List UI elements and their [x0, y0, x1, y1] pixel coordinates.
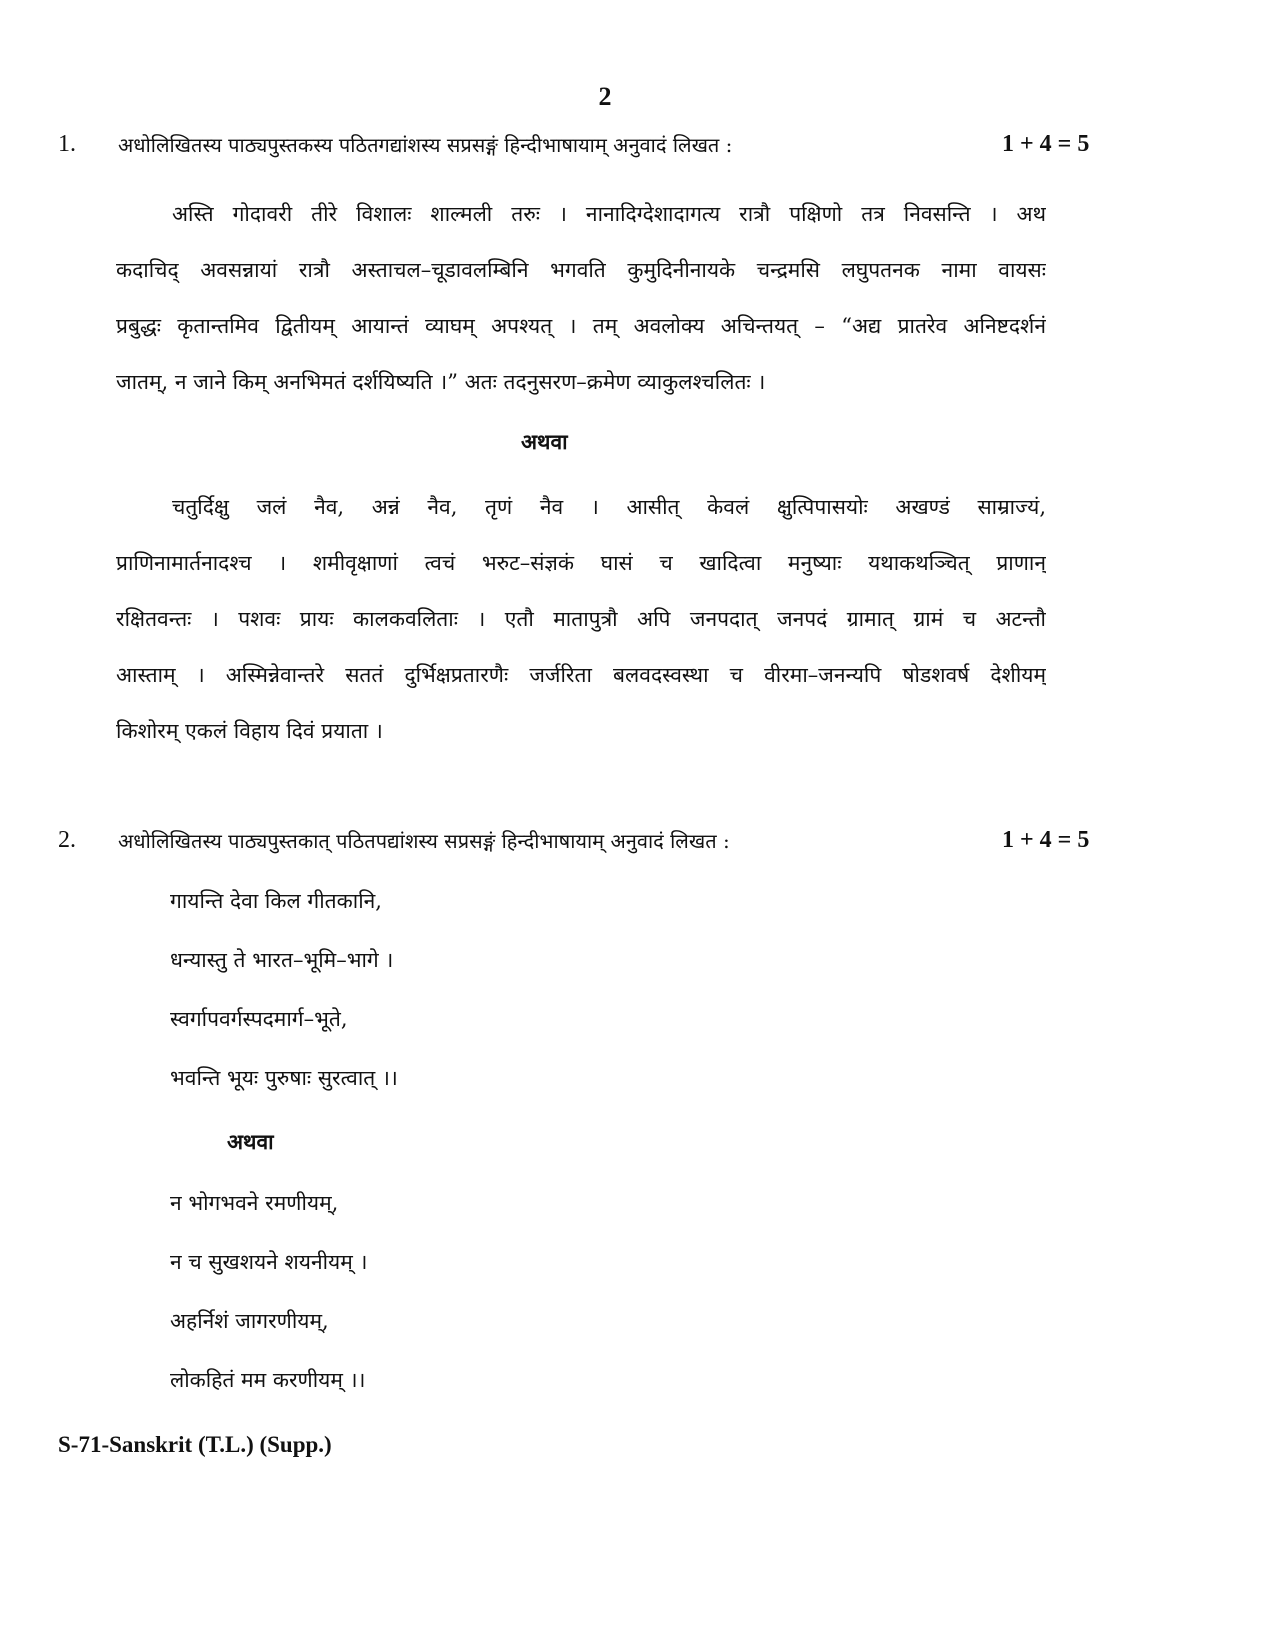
- passage-line: किशोरम् एकलं विहाय दिवं प्रयाता ।: [116, 719, 383, 743]
- verse-line: अहर्निशं जागरणीयम्,: [170, 1309, 329, 1333]
- verse-line: भवन्ति भूयः पुरुषाः सुरत्वात् ।।: [170, 1066, 398, 1090]
- question-1-number: 1.: [58, 131, 76, 157]
- page-number: 2: [598, 82, 612, 111]
- paper-code: S-71-Sanskrit (T.L.) (Supp.): [58, 1432, 332, 1457]
- passage-line: अस्ति गोदावरी तीरे विशालः शाल्मली तरुः । नानादिग्देशादागत्य रात्रौ पक्षिणो तत्र निवसन्ति । अथ: [172, 202, 1046, 226]
- passage-line: चतुर्दिक्षु जलं नैव, अन्नं नैव, तृणं नैव । आसीत् केवलं क्षुत्पिपासयोः अखण्डं साम्राज्यं,: [172, 495, 1046, 519]
- verse-line: न च सुखशयने शयनीयम् ।: [170, 1250, 368, 1274]
- verse-line: न भोगभवने रमणीयम्,: [170, 1191, 339, 1215]
- question-1-passage-2: [116, 479, 1046, 759]
- question-2-verse-1: [170, 885, 398, 1121]
- passage-line: कदाचिद् अवसन्नायां रात्रौ अस्ताचल–चूडावलम्बिनि भगवति कुमुदिनीनायके चन्द्रमसि लघुपतनक नामा वायसः: [116, 258, 1046, 282]
- passage-line: जातम्, न जाने किम् अनभिमतं दर्शयिष्यति ।” अतः तदनुसरण–क्रमेण व्याकुलश्चलितः ।: [116, 370, 766, 394]
- question-1-text: अधोलिखितस्य पाठ्यपुस्तकस्य पठितगद्यांशस्य सप्रसङ्गं हिन्दीभाषायाम् अनुवादं लिखत :: [118, 133, 733, 157]
- verse-line: लोकहितं मम करणीयम् ।।: [170, 1368, 366, 1392]
- question-2-number: 2.: [58, 827, 76, 853]
- verse-line: धन्यास्तु ते भारत–भूमि–भागे ।: [170, 948, 394, 972]
- question-1-passage-1: [116, 186, 1046, 410]
- verse-line: गायन्ति देवा किल गीतकानि,: [170, 889, 382, 913]
- question-1-or-label: अथवा: [521, 429, 568, 454]
- passage-line: प्रबुद्धः कृतान्तमिव द्वितीयम् आयान्तं व्याघम् अपश्यत् । तम् अवलोक्य अचिन्तयत् – “अद्य प्रातरेव अनिष्टदर्शनं: [116, 314, 1046, 338]
- passage-line: रक्षितवन्तः । पशवः प्रायः कालकवलिताः । एतौ मातापुत्रौ अपि जनपदात् जनपदं ग्रामात् ग्रामं च अटन्तौ: [116, 607, 1046, 631]
- passage-line: प्राणिनामार्तनादश्च । शमीवृक्षाणां त्वचं भरुट–संज्ञकं घासं च खादित्वा मनुष्याः यथाकथञ्चित् प्राणान्: [116, 551, 1046, 575]
- question-2-text: अधोलिखितस्य पाठ्यपुस्तकात् पठितपद्यांशस्य सप्रसङ्गं हिन्दीभाषायाम् अनुवादं लिखत :: [118, 829, 730, 853]
- question-1-heading: [0, 131, 1275, 163]
- question-2-or-label: अथवा: [227, 1129, 274, 1154]
- passage-line: आस्ताम् । अस्मिन्नेवान्तरे सततं दुर्भिक्षप्रतारणैः जर्जरिता बलवदस्वस्था च वीरमा–जनन्यपि षोडशवर्ष देशीयम्: [116, 663, 1046, 687]
- question-2-verse-2: [170, 1187, 367, 1423]
- question-2-marks: 1 + 4 = 5: [1002, 827, 1090, 853]
- verse-line: स्वर्गापवर्गस्पदमार्ग–भूते,: [170, 1007, 348, 1031]
- question-1-marks: 1 + 4 = 5: [1002, 131, 1090, 157]
- question-2-heading: [0, 827, 1275, 859]
